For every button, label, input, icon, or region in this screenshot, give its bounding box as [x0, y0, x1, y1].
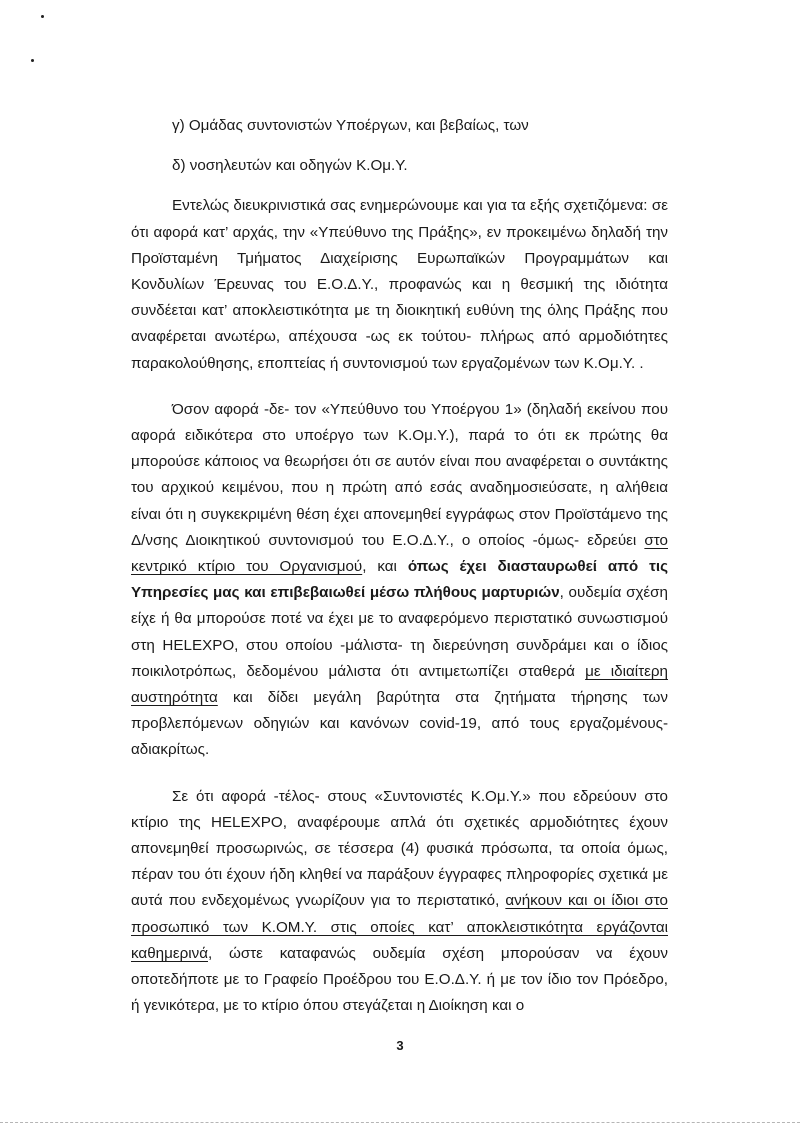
bold-text: όπως έχει διασταυρωθεί από τις Υπηρεσίες μας και επιβεβαιωθεί μέσω πλήθους μαρτυριών — [131, 558, 668, 602]
list-item-g: γ) Ομάδας συντονιστών Υποέργων, και βεβαίως, των — [172, 117, 529, 134]
paragraph-3: Σε ότι αφορά -τέλος- στους «Συντονιστές Κ.Ομ.Υ.» που εδρεύουν στο κτίριο της HELEXPO, αναφέρουμε απλά ότι σχετικές αρμοδιότητες έχουν απονεμηθεί προσωρινώς, σε τέσσερα (4) φυσικά πρόσωπα, τα οποία όμως, πέραν του ότι έχουν ήδη κληθεί να παράξουν έγγραφες πληροφορίες σχετικά με αυτά που ενδεχομένως γνωρίζουν για το περιστατικό, ανήκουν και οι ίδιοι στο προσωπικό των Κ.ΟΜ.Υ. στις οποίες κατ’ αποκλειστικότητα εργάζονται καθημερινά, ώστε καταφανώς ουδεμία σχέση μπορούσαν να έχουν οποτεδήποτε με το Γραφείο Προέδρου του Ε.Ο.Δ.Υ. ή με τον ίδιο τον Πρόεδρο, ή γενικότερα, με το κτίριο όπου στεγάζεται η Διοίκηση και ο — [131, 787, 668, 1015]
paragraph-1: Εντελώς διευκρινιστικά σας ενημερώνουμε και για τα εξής σχετιζόμενα: σε ότι αφορά κατ’ αρχάς, την «Υπεύθυνο της Πράξης», εν προκειμένω δηλαδή την Προϊσταμένη Τμήματος Διαχείρισης Ευρωπαϊκών Προγραμμάτων και Κονδυλίων Έρευνας του Ε.Ο.Δ.Υ., προφανώς και η θεσμική της ιδιότητα συνδέεται κατ’ αποκλειστικότητα με τη διοικητική ευθύνη της όλης Πράξης που αναφέρεται ανωτέρω, απέχουσα -ως εκ τούτου- πλήρως από αρμοδιότητες παρακολούθησης, εποπτείας ή συντονισμού των εργαζομένων των Κ.Ομ.Υ. . — [131, 197, 668, 372]
underlined-text: με ιδιαίτερη αυστηρότητα — [131, 662, 668, 707]
list-item-d: δ) νοσηλευτών και οδηγών Κ.Ομ.Υ. — [172, 157, 408, 175]
underlined-text: ανήκουν και οι ίδιοι στο προσωπικό των Κ.ΟΜ.Υ. στις οποίες κατ’ αποκλειστικότητα εργάζονται καθημερινά — [131, 892, 668, 962]
page-number: 3 — [396, 1038, 404, 1053]
paragraph-2: Όσον αφορά -δε- τον «Υπεύθυνο του Υποέργου 1» (δηλαδή εκείνου που αφορά ειδικότερα στο υποέργο των Κ.Ομ.Υ.), παρά το ότι εκ πρώτης θα μπορούσε κάποιος να θεωρήσει ότι σε αυτόν είναι που αναφέρεται ο συντάκτης του αρχικού κειμένου, που η πρώτη από εσάς αναδημοσιεύσατε, η αλήθεια είναι ότι η συγκεκριμένη θέση έχει απονεμηθεί εγγράφως στον Προϊστάμενο της Δ/νσης Διοικητικού συντονισμού του Ε.Ο.Δ.Υ., ο οποίος -όμως- εδρεύει στο κεντρικό κτίριο του Οργανισμού, και όπως έχει διασταυρωθεί από τις Υπηρεσίες μας και επιβεβαιωθεί μέσω πλήθους μαρτυριών, ουδεμία σχέση είχε ή θα μπορούσε ποτέ να έχει με το αναφερόμενο περιστατικό συνωστισμού στη HELEXPO, στου οποίου -μάλιστα- τη διερεύνηση συνδράμει και ο ίδιος ποικιλοτρόπως, δεδομένου μάλιστα ότι αντιμετωπίζει σταθερά με ιδιαίτερη αυστηρότητα και δίδει μεγάλη βαρύτητα στα ζητήματα τήρησης των προβλεπόμενων οδηγιών και κανόνων covid-19, από τους εργαζομένους- αδιακρίτως. — [131, 400, 669, 759]
scan-speck — [31, 59, 34, 62]
scan-speck — [41, 15, 44, 18]
scan-edge-line — [0, 1122, 800, 1123]
underlined-text: στο κεντρικό κτίριο του Οργανισμού — [131, 531, 668, 576]
body-text — [131, 113, 668, 1020]
